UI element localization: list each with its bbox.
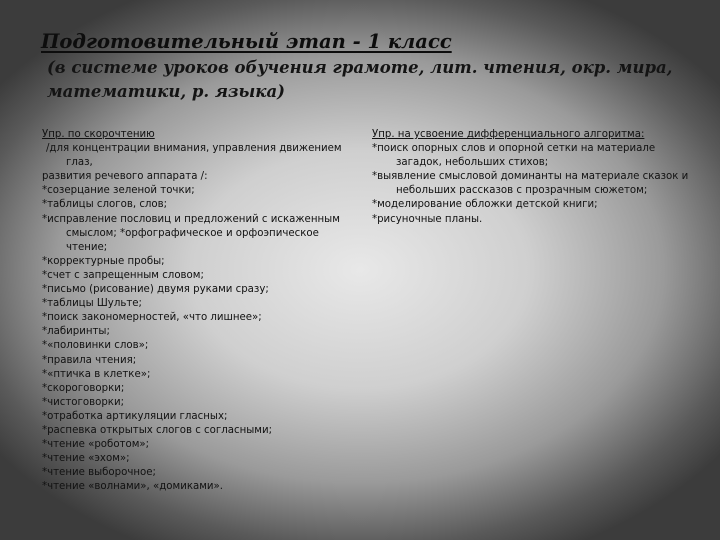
list-item: *чтение «волнами», «домиками». (42, 481, 223, 493)
list-item: развития речевого аппарата /: (42, 171, 208, 183)
list-item: *таблицы слогов, слов; (42, 199, 168, 211)
list-item: *скороговорки; (42, 382, 125, 394)
list-item: *созерцание зеленой точки; (42, 185, 195, 197)
left-column-heading: Упр. по скорочтению (42, 129, 155, 140)
list-item: *корректурные пробы; (42, 255, 165, 267)
list-item: *таблицы Шульте; (42, 298, 142, 310)
list-item: *чтение выборочное; (42, 467, 156, 479)
list-item: *поиск закономерностей, «что лишнее»; (42, 312, 262, 324)
list-item: *поиск опорных слов и опорной сетки на материале загадок, небольших стихов; (372, 143, 656, 169)
list-item: *выявление смысловой доминанты на материале сказок и небольших рассказов с прозрачным сюжетом; (372, 171, 689, 197)
list-item: *моделирование обложки детской книги; (372, 199, 598, 211)
list-item: *отработка артикуляции гласных; (42, 410, 228, 422)
list-item: *рисуночные планы. (372, 213, 483, 225)
slide-title: Подготовительный этап - 1 класс (41, 30, 452, 53)
right-column (372, 128, 690, 227)
slide-subtitle: (в системе уроков обучения грамоте, лит. чтения, окр. мира, математики, р. языка) (47, 58, 673, 101)
list-item: *правила чтения; (42, 354, 137, 366)
list-item: *лабиринты; (42, 326, 110, 338)
list-item: *исправление пословиц и предложений с искаженным смыслом; *орфографическое и орфоэпическое чтение; (42, 213, 340, 253)
list-item: *чтение «роботом»; (42, 439, 150, 451)
right-column-heading: Упр. на усвоение дифференциального алгоритма: (372, 129, 645, 140)
left-column (42, 128, 360, 494)
list-item: *«половинки слов»; (42, 340, 149, 352)
list-item: *распевка открытых слогов с согласными; (42, 424, 273, 436)
list-item: *чтение «эхом»; (42, 453, 130, 465)
list-item: *чистоговорки; (42, 396, 124, 408)
list-item: *письмо (рисование) двумя руками сразу; (42, 284, 269, 296)
list-item: *«птичка в клетке»; (42, 368, 151, 380)
list-item: /для концентрации внимания, управления движением глаз, (46, 143, 342, 169)
list-item: *счет с запрещенным словом; (42, 269, 204, 281)
